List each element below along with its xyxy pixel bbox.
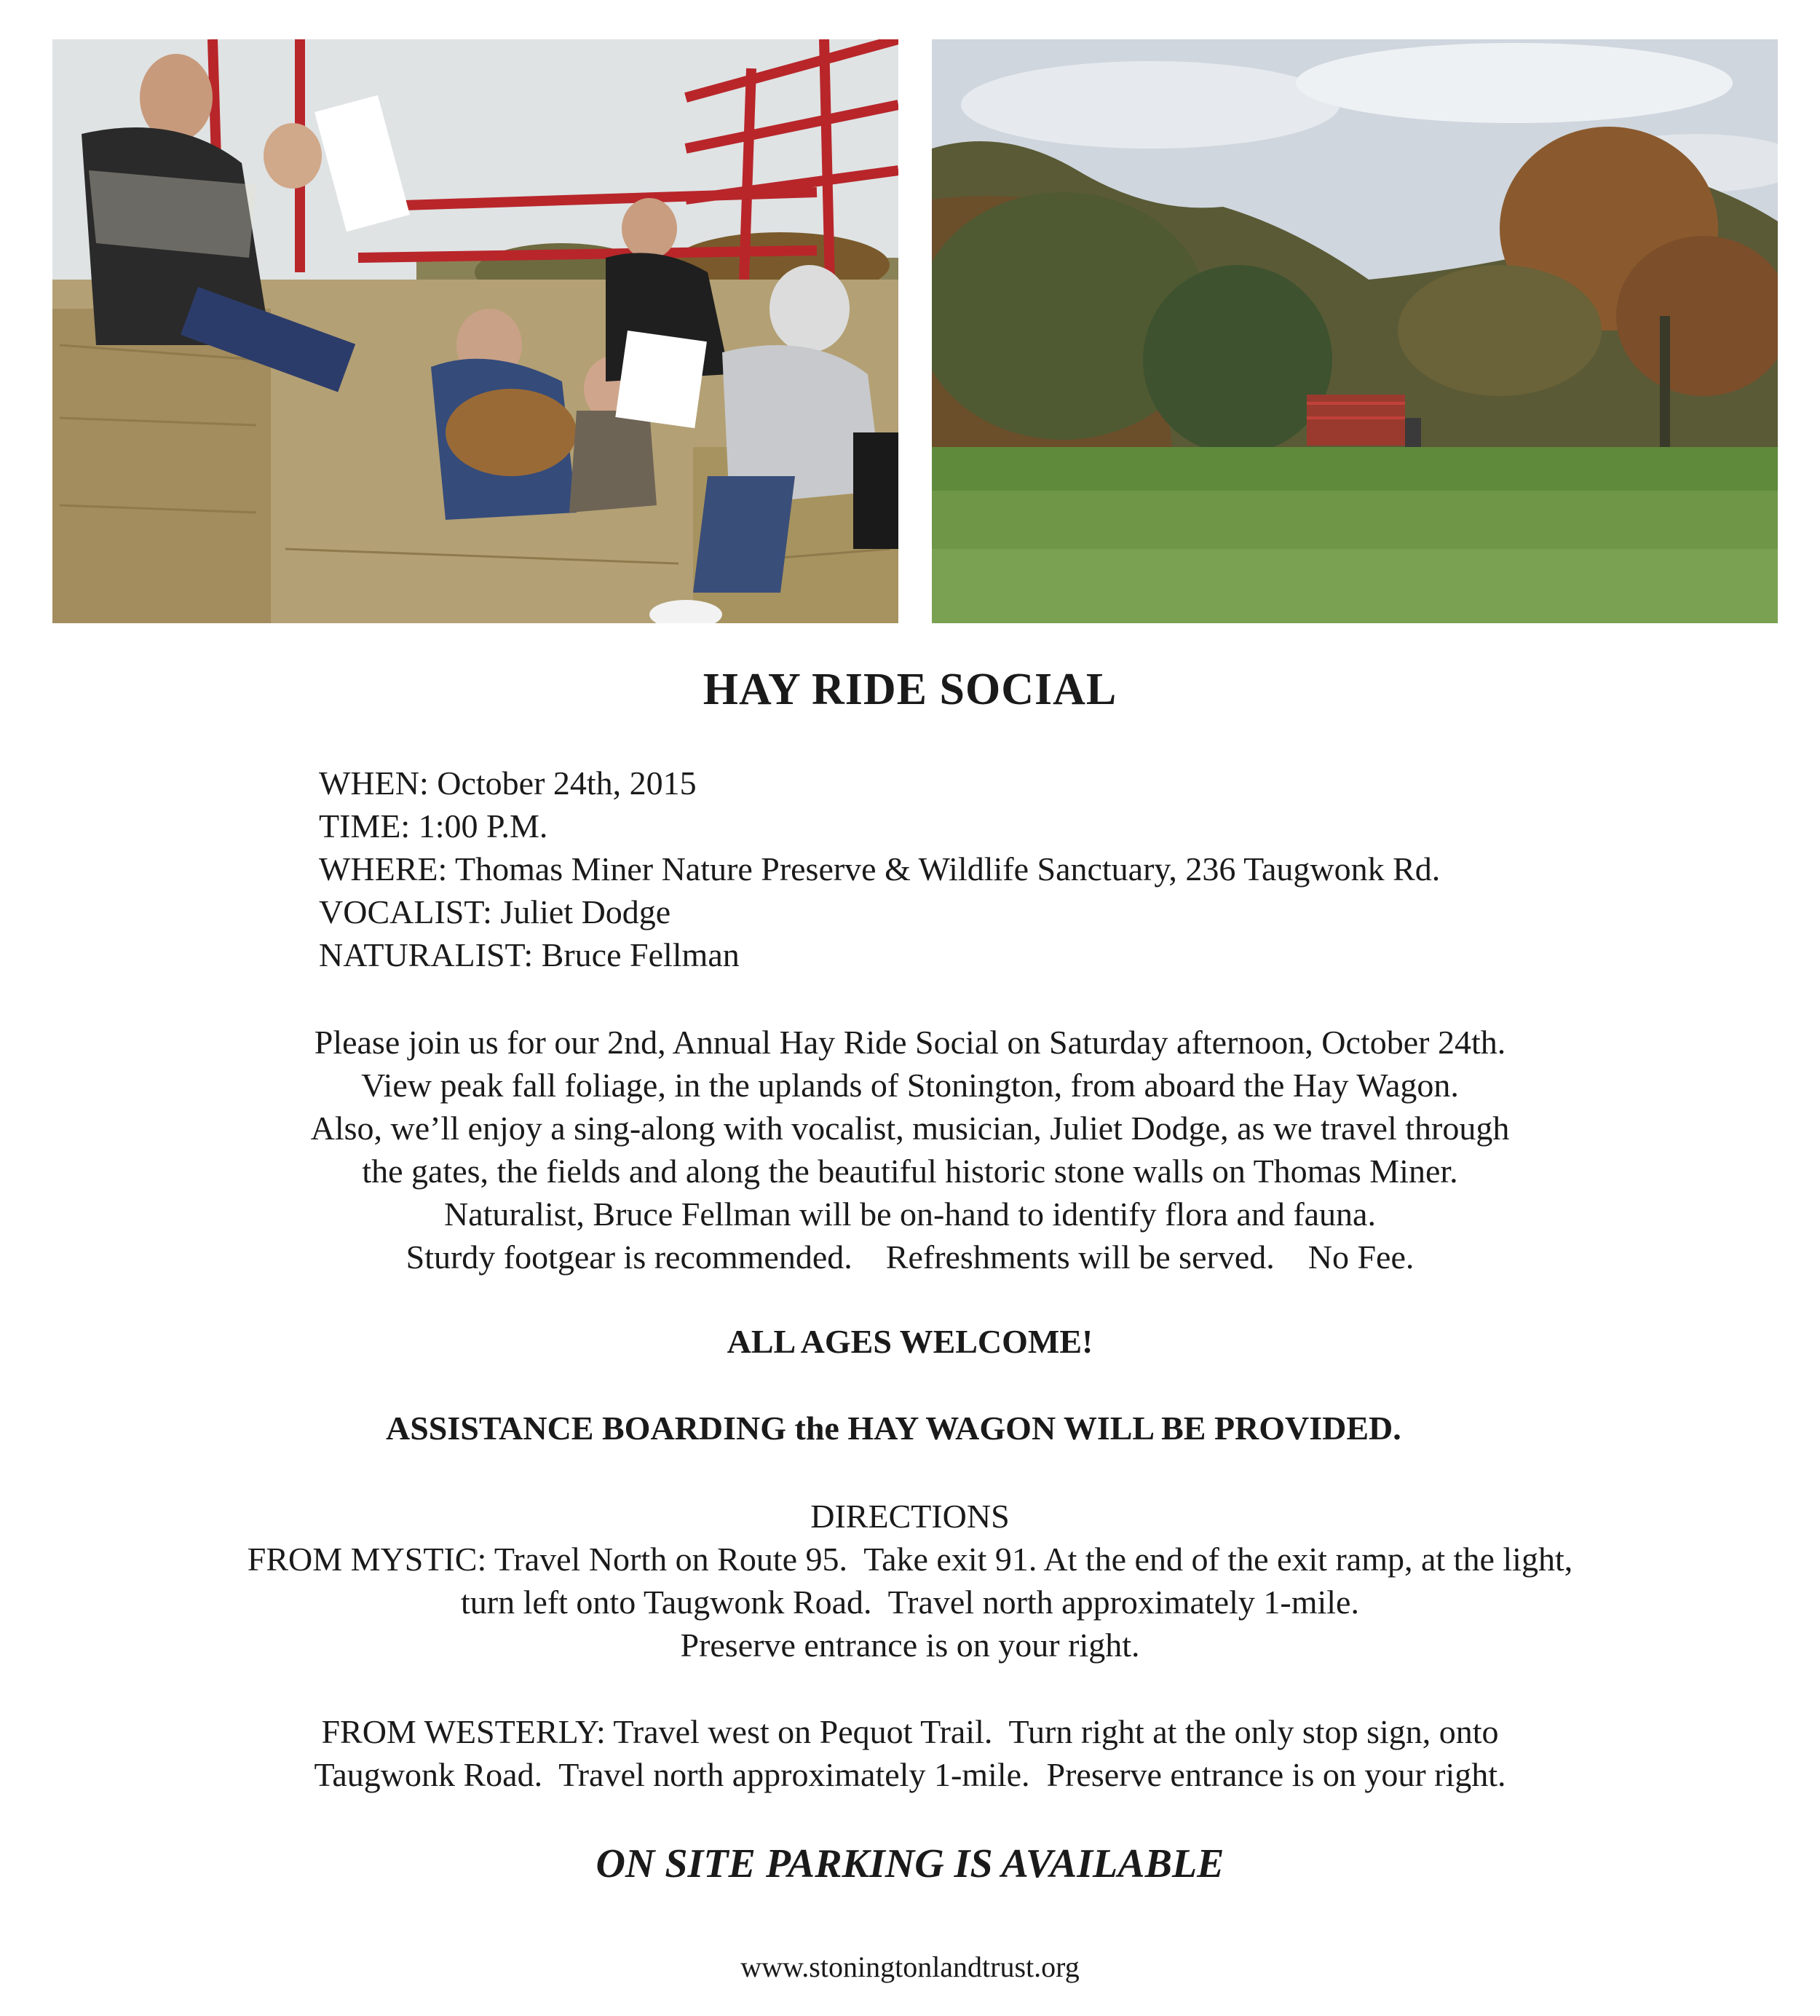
boarding-assistance: ASSISTANCE BOARDING the HAY WAGON WILL BE PROVIDED. xyxy=(386,1410,1401,1447)
all-ages-welcome: ALL AGES WELCOME! xyxy=(727,1323,1093,1360)
event-title: HAY RIDE SOCIAL xyxy=(703,665,1117,714)
intro-paragraph xyxy=(0,1021,1820,1278)
directions-line: Preserve entrance is on your right. xyxy=(680,1626,1140,1664)
directions-line: FROM MYSTIC: Travel North on Route 95. Take exit 91. At the end of the exit ramp, at the light, xyxy=(247,1541,1573,1578)
intro-line: View peak fall foliage, in the uplands of Stonington, from aboard the Hay Wagon. xyxy=(361,1067,1459,1104)
detail-when: WHEN: October 24th, 2015 xyxy=(319,764,697,802)
directions-mystic xyxy=(0,1495,1820,1667)
hayride-photo xyxy=(52,39,898,623)
detail-vocalist: VOCALIST: Juliet Dodge xyxy=(319,893,671,930)
field-photo-illustration xyxy=(932,39,1778,623)
intro-line: Naturalist, Bruce Fellman will be on-hand to identify flora and fauna. xyxy=(444,1195,1376,1233)
intro-line: Please join us for our 2nd, Annual Hay Ride Social on Saturday afternoon, October 24th. xyxy=(314,1024,1506,1061)
intro-line: the gates, the fields and along the beautiful historic stone walls on Thomas Miner. xyxy=(362,1153,1458,1190)
detail-time: TIME: 1:00 P.M. xyxy=(319,807,548,845)
field-photo xyxy=(932,39,1778,623)
directions-westerly xyxy=(0,1710,1820,1796)
event-details xyxy=(319,762,1440,976)
parking-notice: ON SITE PARKING IS AVAILABLE xyxy=(596,1841,1224,1886)
directions-heading: DIRECTIONS xyxy=(810,1498,1010,1535)
hayride-photo-illustration xyxy=(52,39,898,623)
directions-line: Taugwonk Road. Travel north approximately 1-mile. Preserve entrance is on your right. xyxy=(314,1756,1506,1793)
intro-line: Sturdy footgear is recommended. Refreshments will be served. No Fee. xyxy=(405,1238,1415,1276)
intro-line: Also, we’ll enjoy a sing-along with vocalist, musician, Juliet Dodge, as we travel through xyxy=(310,1110,1510,1147)
detail-where: WHERE: Thomas Miner Nature Preserve & Wildlife Sanctuary, 236 Taugwonk Rd. xyxy=(319,850,1441,888)
detail-naturalist: NATURALIST: Bruce Fellman xyxy=(319,936,740,973)
directions-line: FROM WESTERLY: Travel west on Pequot Trail. Turn right at the only stop sign, onto xyxy=(321,1713,1499,1750)
website-url[interactable]: www.stoningtonlandtrust.org xyxy=(740,1950,1080,1983)
directions-line: turn left onto Taugwonk Road. Travel north approximately 1-mile. xyxy=(461,1584,1359,1621)
